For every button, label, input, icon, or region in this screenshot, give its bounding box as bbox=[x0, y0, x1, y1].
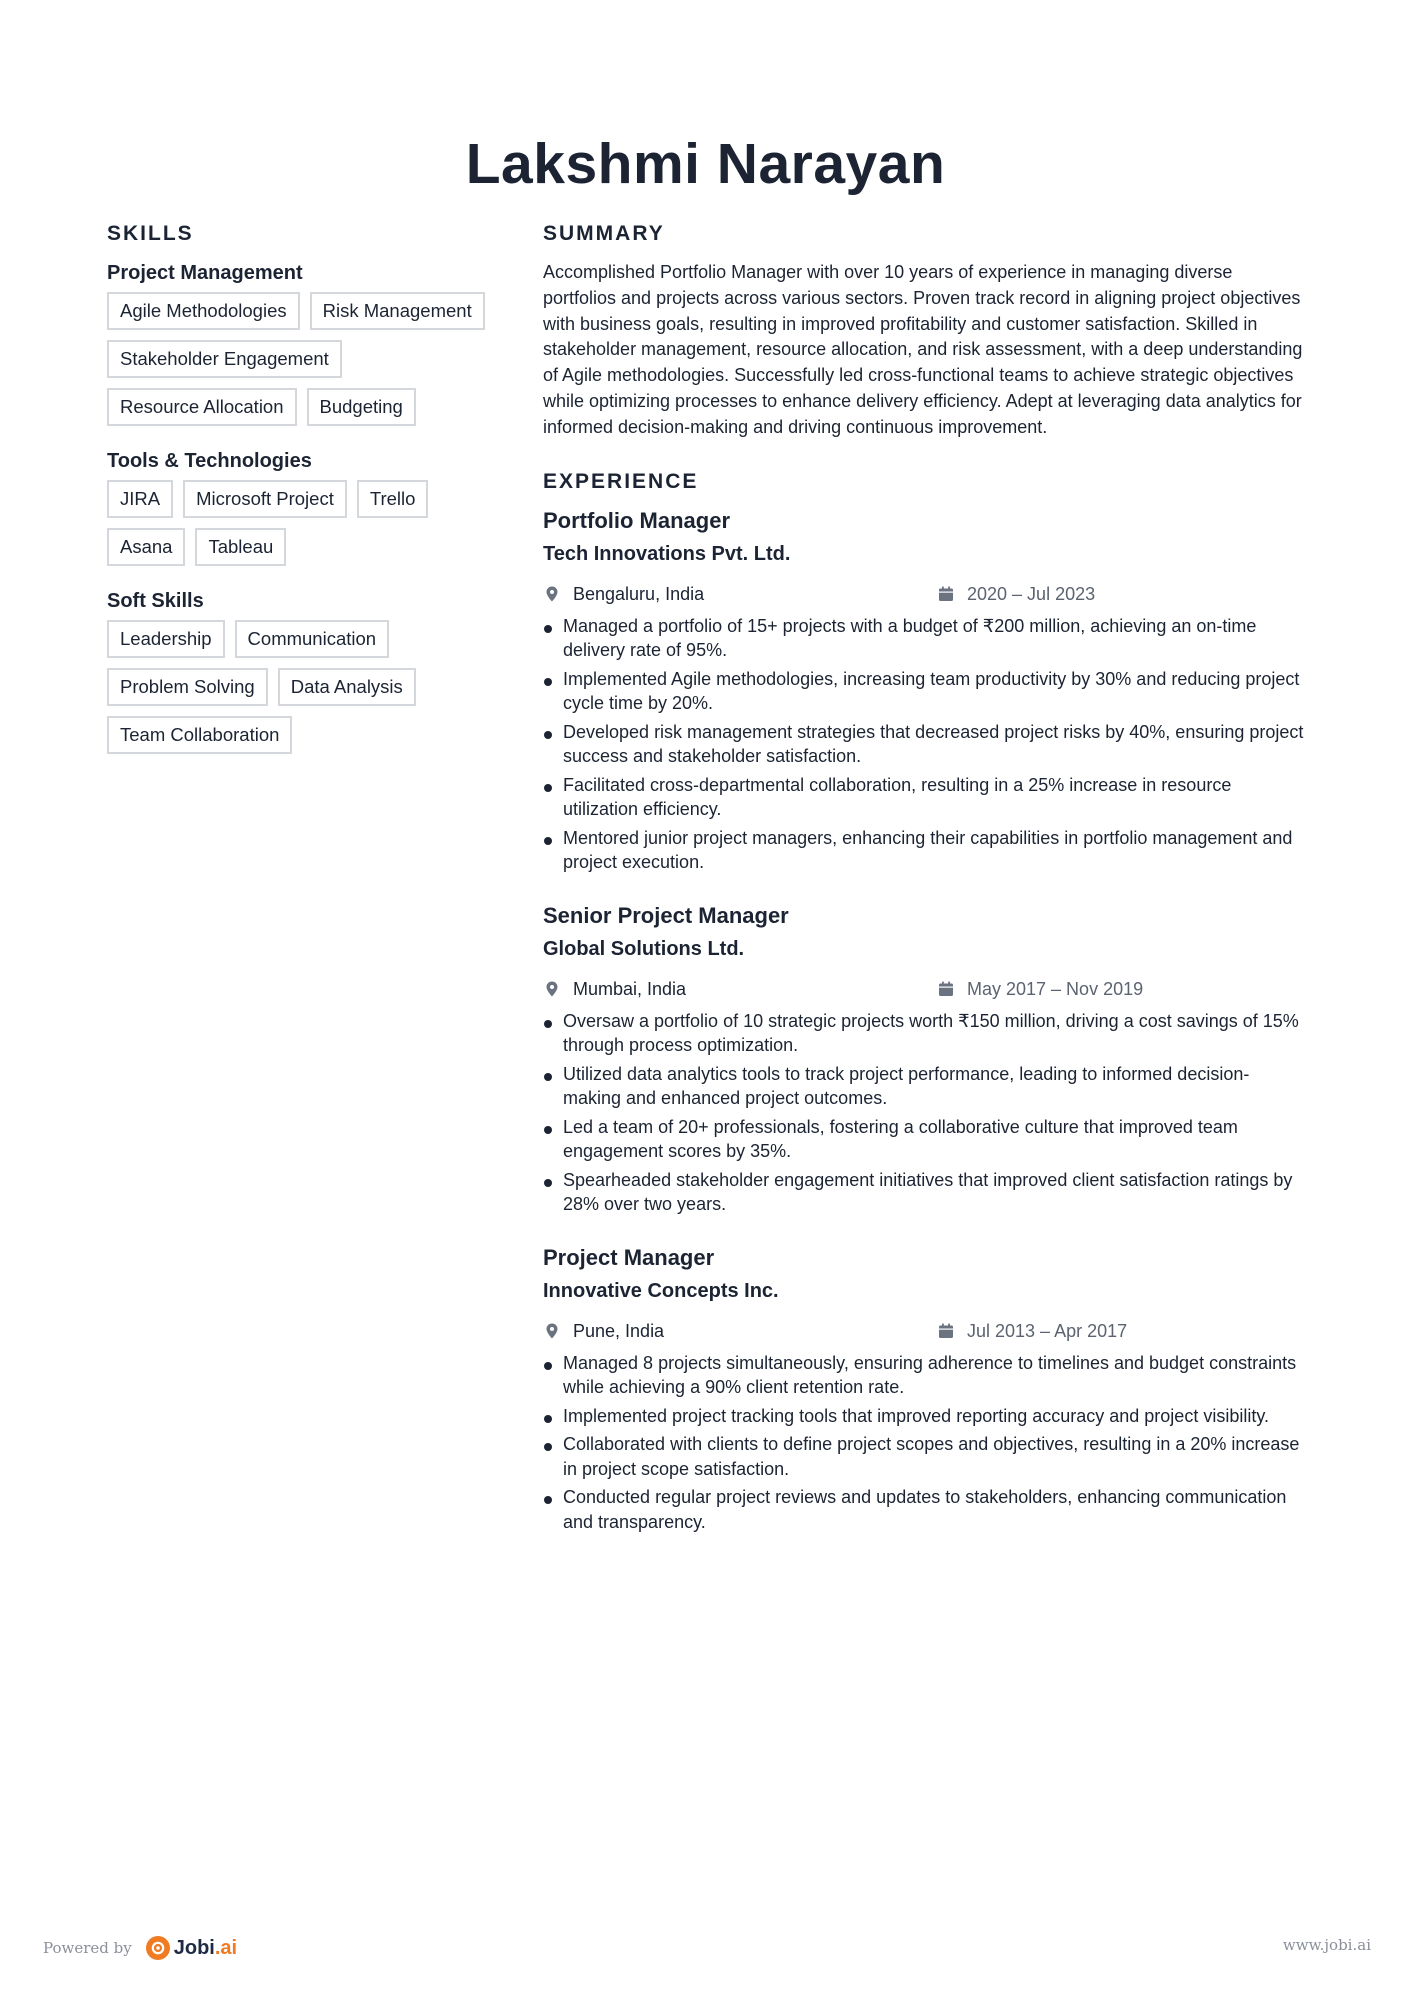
skill-group bbox=[107, 448, 507, 566]
bullet-dot bbox=[544, 1073, 552, 1081]
skill-chip-list bbox=[107, 292, 507, 426]
bullet-dot bbox=[544, 837, 552, 845]
job-bullet-text: Implemented project tracking tools that improved reporting accuracy and project visibility. bbox=[563, 1405, 1269, 1426]
skill-chip: Team Collaboration bbox=[107, 716, 292, 754]
job-dates bbox=[937, 580, 1095, 608]
skill-chip: JIRA bbox=[107, 480, 173, 518]
job-entry bbox=[543, 1243, 1305, 1535]
skill-chip: Asana bbox=[107, 528, 185, 566]
jobi-logo-icon bbox=[146, 1936, 170, 1960]
bullet-dot bbox=[544, 1126, 552, 1134]
job-company: Global Solutions Ltd. bbox=[543, 937, 745, 960]
bullet-dot bbox=[544, 625, 552, 633]
job-role: Project Manager bbox=[543, 1244, 715, 1270]
job-company: Tech Innovations Pvt. Ltd. bbox=[543, 542, 791, 565]
job-bullet-text: Implemented Agile methodologies, increasing team productivity by 30% and reducing project cycle time by 20%. bbox=[563, 668, 1300, 714]
job-entry bbox=[543, 901, 1305, 1217]
job-dates-text: 2020 – Jul 2023 bbox=[967, 583, 1096, 604]
brand-main: Jobi bbox=[173, 1936, 215, 1959]
summary-heading: SUMMARY bbox=[543, 222, 665, 245]
brand-suffix: .ai bbox=[214, 1936, 238, 1959]
job-bullet-text: Facilitated cross-departmental collaboration, resulting in a 25% increase in resource utilization efficiency. bbox=[563, 774, 1232, 820]
job-bullet-text: Mentored junior project managers, enhancing their capabilities in portfolio management and project execution. bbox=[563, 827, 1293, 873]
skill-chip-list bbox=[107, 620, 507, 754]
brand-name[interactable] bbox=[174, 1937, 237, 1960]
skill-chip: Data Analysis bbox=[278, 668, 416, 706]
skill-chip: Problem Solving bbox=[107, 668, 268, 706]
job-bullet bbox=[543, 667, 1305, 716]
skills-heading: SKILLS bbox=[107, 222, 194, 245]
skill-chip: Agile Methodologies bbox=[107, 292, 300, 330]
job-location-text: Mumbai, India bbox=[573, 978, 687, 999]
job-dates bbox=[937, 975, 1143, 1003]
job-location bbox=[543, 975, 686, 1003]
calendar-icon bbox=[937, 1322, 955, 1340]
bullet-dot bbox=[544, 731, 552, 739]
website-link[interactable]: www.jobi.ai bbox=[1282, 1936, 1371, 1954]
job-bullet bbox=[543, 1404, 1305, 1429]
skill-groups bbox=[107, 260, 507, 754]
job-role: Portfolio Manager bbox=[543, 507, 731, 533]
job-bullet bbox=[543, 1009, 1305, 1058]
job-location-text: Pune, India bbox=[573, 1320, 665, 1341]
job-bullet bbox=[543, 1062, 1305, 1111]
job-bullet bbox=[543, 1485, 1305, 1534]
summary-text: Accomplished Portfolio Manager with over 10 years of experience in managing diverse portfolios and projects across various sectors. Proven track record in aligning project objectives with business goals, resulting in improved profitability and customer satisfaction. Skilled in stakeholder management, resource allocation, and risk assessment, with a deep understanding of Agile methodologies. Successfully led cross-functional teams to achieve strategic objectives while optimizing processes to enhance delivery efficiency. Adept at leveraging data analytics for informed decision-making and driving continuous improvement. bbox=[543, 262, 1303, 437]
job-entry bbox=[543, 506, 1305, 875]
job-company: Innovative Concepts Inc. bbox=[543, 1279, 779, 1302]
experience-list bbox=[543, 506, 1305, 1535]
calendar-icon bbox=[937, 980, 955, 998]
skill-chip: Microsoft Project bbox=[183, 480, 347, 518]
job-bullet bbox=[543, 773, 1305, 822]
job-location bbox=[543, 1317, 664, 1345]
skill-group-title: Project Management bbox=[107, 262, 303, 284]
skill-chip: Stakeholder Engagement bbox=[107, 340, 342, 378]
job-location-text: Bengaluru, India bbox=[573, 583, 705, 604]
skill-group-title: Soft Skills bbox=[107, 590, 204, 612]
bullet-dot bbox=[544, 1362, 552, 1370]
skill-group-title: Tools & Technologies bbox=[107, 450, 312, 472]
skill-chip: Communication bbox=[235, 620, 390, 658]
skill-chip: Risk Management bbox=[310, 292, 485, 330]
job-bullet-text: Oversaw a portfolio of 10 strategic projects worth ₹150 million, driving a cost savings of 15% through process optimization. bbox=[563, 1010, 1299, 1056]
job-bullet bbox=[543, 1115, 1305, 1164]
bullet-dot bbox=[544, 1443, 552, 1451]
powered-by-label: Powered by bbox=[43, 1939, 132, 1957]
powered-by bbox=[43, 1936, 237, 1960]
job-bullet-text: Managed 8 projects simultaneously, ensuring adherence to timelines and budget constraints while achieving a 90% client retention rate. bbox=[563, 1352, 1297, 1398]
skill-group bbox=[107, 588, 507, 754]
bullet-dot bbox=[544, 1179, 552, 1187]
job-bullet-text: Spearheaded stakeholder engagement initiatives that improved client satisfaction ratings by 28% over two years. bbox=[563, 1169, 1293, 1215]
calendar-icon bbox=[937, 585, 955, 603]
skill-chip: Budgeting bbox=[307, 388, 416, 426]
map-pin-icon bbox=[543, 1322, 561, 1340]
job-dates bbox=[937, 1317, 1127, 1345]
job-bullet bbox=[543, 720, 1305, 769]
job-location bbox=[543, 580, 704, 608]
job-bullet-text: Utilized data analytics tools to track project performance, leading to informed decision-making and enhanced project outcomes. bbox=[563, 1063, 1250, 1109]
bullet-dot bbox=[544, 678, 552, 686]
job-bullets bbox=[543, 614, 1305, 875]
job-bullet-text: Managed a portfolio of 15+ projects with a budget of ₹200 million, achieving an on-time delivery rate of 95%. bbox=[563, 615, 1257, 661]
candidate-name: Lakshmi Narayan bbox=[465, 132, 946, 196]
job-bullets bbox=[543, 1351, 1305, 1535]
bullet-dot bbox=[544, 784, 552, 792]
job-bullet bbox=[543, 826, 1305, 875]
skill-chip: Leadership bbox=[107, 620, 225, 658]
skills-column bbox=[107, 220, 507, 754]
skill-group bbox=[107, 260, 507, 426]
job-bullet bbox=[543, 614, 1305, 663]
map-pin-icon bbox=[543, 980, 561, 998]
main-column bbox=[543, 220, 1305, 1538]
skill-chip: Trello bbox=[357, 480, 429, 518]
job-bullet-text: Collaborated with clients to define project scopes and objectives, resulting in a 20% increase in project scope satisfaction. bbox=[563, 1434, 1300, 1479]
job-bullet bbox=[543, 1168, 1305, 1217]
bullet-dot bbox=[544, 1496, 552, 1504]
job-role: Senior Project Manager bbox=[543, 902, 789, 928]
job-dates-text: Jul 2013 – Apr 2017 bbox=[967, 1320, 1128, 1341]
skill-chip-list bbox=[107, 480, 507, 566]
skill-chip: Resource Allocation bbox=[107, 388, 297, 426]
experience-heading: EXPERIENCE bbox=[543, 469, 699, 493]
job-bullet bbox=[543, 1351, 1305, 1400]
job-bullet bbox=[543, 1432, 1305, 1481]
job-meta bbox=[543, 1317, 1305, 1345]
job-meta bbox=[543, 580, 1305, 608]
job-bullet-text: Conducted regular project reviews and updates to stakeholders, enhancing communication and transparency. bbox=[563, 1487, 1287, 1532]
job-dates-text: May 2017 – Nov 2019 bbox=[967, 978, 1144, 999]
job-bullets bbox=[543, 1009, 1305, 1217]
job-meta bbox=[543, 975, 1305, 1003]
skill-chip: Tableau bbox=[195, 528, 286, 566]
bullet-dot bbox=[544, 1415, 552, 1423]
job-bullet-text: Led a team of 20+ professionals, fostering a collaborative culture that improved team engagement scores by 35%. bbox=[563, 1116, 1238, 1162]
map-pin-icon bbox=[543, 585, 561, 603]
bullet-dot bbox=[544, 1020, 552, 1028]
job-bullet-text: Developed risk management strategies that decreased project risks by 40%, ensuring project success and stakeholder satisfaction. bbox=[563, 721, 1304, 767]
